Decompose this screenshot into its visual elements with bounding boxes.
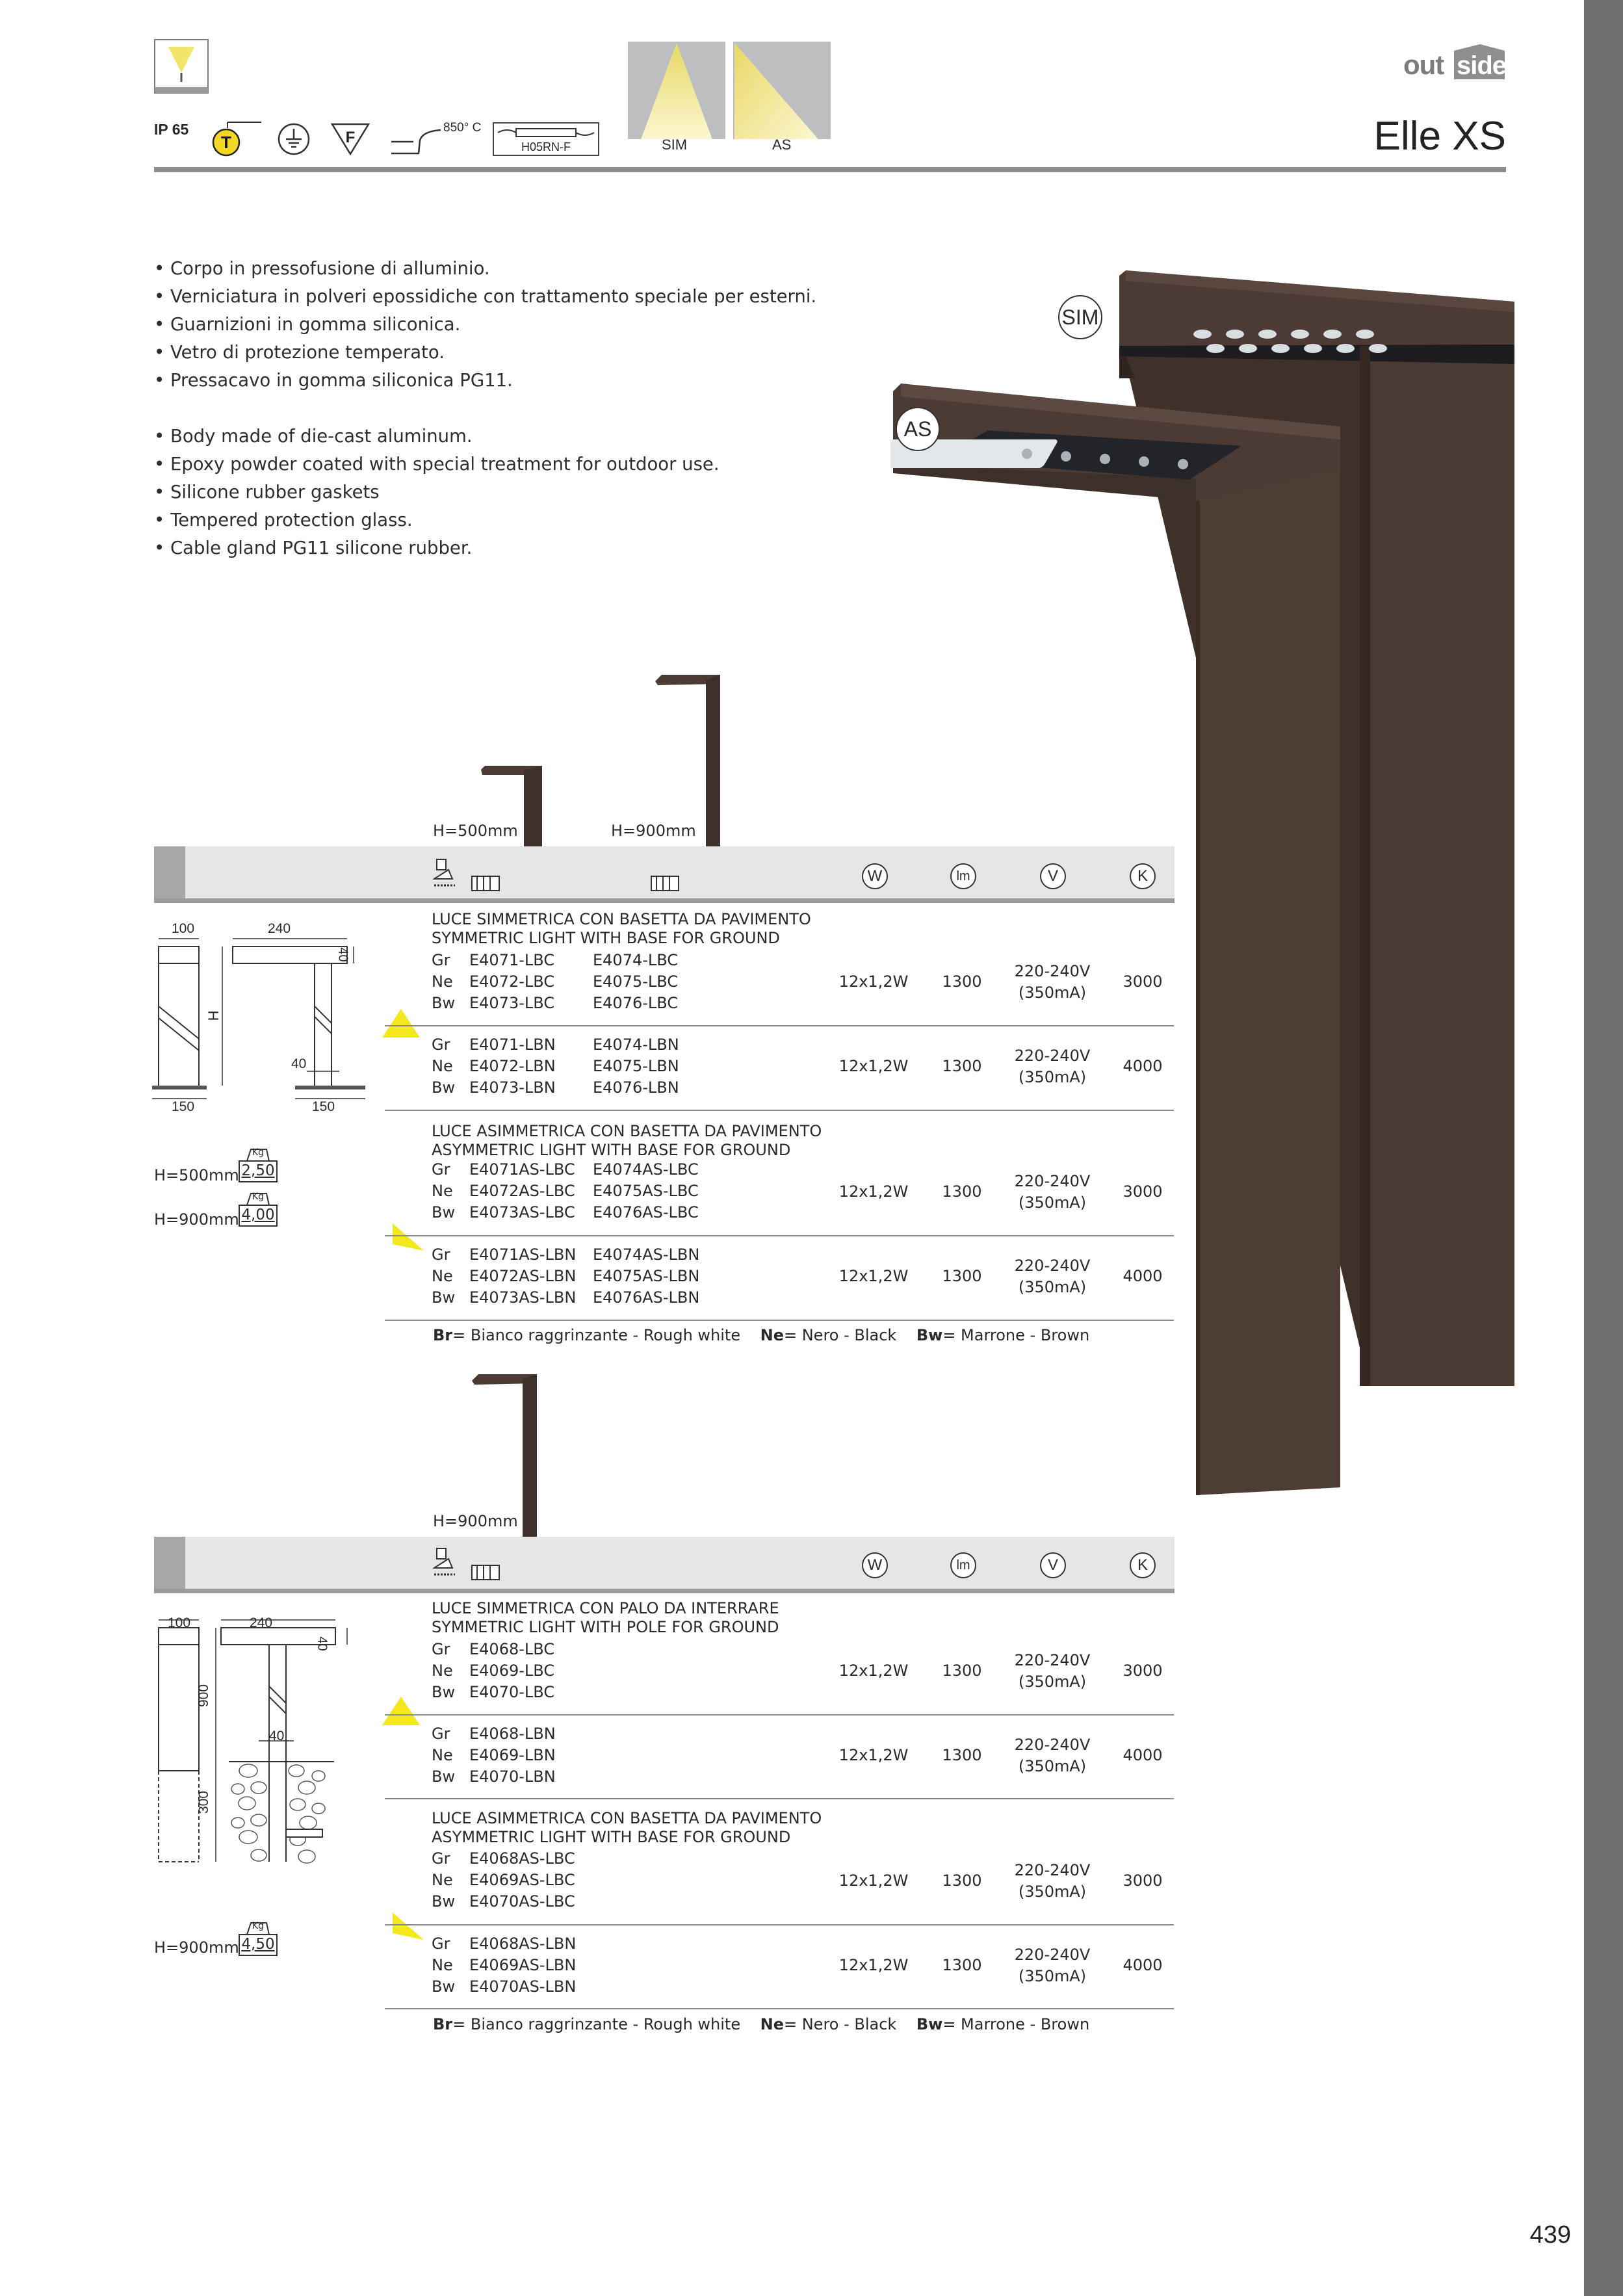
weight-kg-unit-pole: Kg <box>252 1921 265 1931</box>
feature-en-3: • Silicone rubber gaskets <box>154 482 380 502</box>
feature-it-1: • Corpo in pressofusione di alluminio. <box>154 258 490 279</box>
dimension-drawing-1 <box>151 915 385 1119</box>
voltage-value: 220-240V <box>1014 1946 1091 1964</box>
cable-icon <box>493 122 599 156</box>
color-code: Bw <box>432 1977 456 1996</box>
lumen-value: 1300 <box>942 1182 982 1201</box>
article-code: E4071-LBN <box>469 1036 556 1054</box>
feature-list <box>154 255 816 562</box>
current-value: (350mA) <box>1018 1068 1087 1086</box>
legend-br: Br <box>433 1326 453 1344</box>
kelvin-value: 4000 <box>1123 1057 1163 1075</box>
lamp-type-icon <box>154 39 209 94</box>
power-value: 12x1,2W <box>838 1662 909 1680</box>
feature-it-2: • Verniciatura in polveri epossidiche con trattamento speciale per esterni. <box>154 286 817 307</box>
color-code: Ne <box>432 1182 453 1200</box>
weight-label-900: H=900mm <box>154 1210 239 1229</box>
page-number: 439 <box>1529 2221 1571 2249</box>
kelvin-value: 3000 <box>1123 1182 1163 1201</box>
current-value: (350mA) <box>1018 1883 1087 1901</box>
legend-br-text: = Bianco raggrinzante - Rough white <box>452 2015 741 2033</box>
weight-kg-unit-500: Kg <box>252 1147 265 1158</box>
kelvin-icon: K <box>1130 863 1156 889</box>
article-code: E4074AS-LBN <box>593 1246 700 1264</box>
row-divider <box>385 1025 1174 1026</box>
symmetric-beam-indicator-2 <box>381 1695 421 1727</box>
article-code: E4073-LBN <box>469 1078 556 1097</box>
current-value: (350mA) <box>1018 1194 1087 1212</box>
hero-sim-text: SIM <box>1061 306 1099 329</box>
color-code: Ne <box>432 1662 453 1680</box>
group-title-it: LUCE ASIMMETRICA CON BASETTA DA PAVIMENTO <box>432 1122 822 1140</box>
color-code: Ne <box>432 1267 453 1285</box>
weight-badge-pole <box>238 1922 278 1957</box>
symmetric-beam-indicator-1 <box>381 1008 421 1039</box>
group-title-en: SYMMETRIC LIGHT WITH POLE FOR GROUND <box>432 1618 779 1636</box>
color-legend-2 <box>433 2015 1089 2033</box>
beam-as-label: AS <box>772 137 792 153</box>
voltage-value: 220-240V <box>1014 1047 1091 1065</box>
dim-40-side: 40 <box>269 1729 285 1743</box>
voltage-value: 220-240V <box>1014 962 1091 980</box>
color-code: Gr <box>432 1246 450 1264</box>
legend-ne-text: = Nero - Black <box>783 2015 897 2033</box>
feature-en-4: • Tempered protection glass. <box>154 510 413 530</box>
article-code: E4070AS-LBN <box>469 1977 577 1996</box>
row-divider <box>385 1110 1174 1111</box>
hero-label-sim <box>1058 295 1102 339</box>
row-divider <box>385 1714 1174 1715</box>
svg-text:side: side <box>1457 51 1506 80</box>
legend-br: Br <box>433 2015 453 2033</box>
feature-it-5: • Pressacavo in gomma siliconica PG11. <box>154 370 513 391</box>
hero-label-as <box>896 407 940 451</box>
article-code: E4072-LBN <box>469 1057 556 1075</box>
lumen-value: 1300 <box>942 1956 982 1974</box>
group-title-en: ASYMMETRIC LIGHT WITH BASE FOR GROUND <box>432 1141 791 1159</box>
dim-h: H <box>205 1010 222 1021</box>
article-code: E4074AS-LBC <box>593 1160 699 1179</box>
beam-symmetric-icon <box>628 42 725 153</box>
color-code: Bw <box>432 1768 456 1786</box>
color-code: Ne <box>432 1057 453 1075</box>
voltage-value: 220-240V <box>1014 1172 1091 1190</box>
feature-en-5: • Cable gland PG11 silicone rubber. <box>154 538 473 558</box>
lumen-value: 1300 <box>942 1267 982 1285</box>
article-code: E4076-LBN <box>593 1078 679 1097</box>
article-code: E4068AS-LBC <box>469 1849 575 1868</box>
color-code: Ne <box>432 972 453 991</box>
glow-wire-temp: 850° C <box>443 121 482 135</box>
color-code: Gr <box>432 1849 450 1868</box>
voltage-value: 220-240V <box>1014 1736 1091 1754</box>
weight-value-500: 2,50 <box>241 1162 275 1179</box>
brand-logo <box>1402 43 1506 93</box>
voltage-value: 220-240V <box>1014 1861 1091 1879</box>
dim-240: 240 <box>250 1615 273 1630</box>
feature-en-1: • Body made of die-cast aluminum. <box>154 426 473 447</box>
kelvin-value: 3000 <box>1123 1662 1163 1680</box>
voltage-value: 220-240V <box>1014 1257 1091 1275</box>
article-code: E4071-LBC <box>469 951 555 969</box>
article-code: E4068-LBN <box>469 1725 556 1743</box>
kelvin-value: 4000 <box>1123 1267 1163 1285</box>
glow-wire-icon <box>390 121 442 160</box>
product-title: Elle XS <box>1373 114 1506 159</box>
legend-bw-text: = Marrone - Brown <box>942 2015 1090 2033</box>
lumen-value: 1300 <box>942 1872 982 1890</box>
article-code: E4068AS-LBN <box>469 1935 577 1953</box>
article-code: E4072AS-LBN <box>469 1267 577 1285</box>
article-code: E4070AS-LBC <box>469 1892 575 1911</box>
hero-as-text: AS <box>903 417 932 441</box>
svg-text:F: F <box>345 129 356 146</box>
current-value: (350mA) <box>1018 1967 1087 1985</box>
color-legend-1 <box>433 1326 1089 1344</box>
dimension-drawing-2 <box>151 1608 385 1877</box>
color-code: Ne <box>432 1956 453 1974</box>
legend-ne-text: = Nero - Black <box>783 1326 897 1344</box>
legend-ne: Ne <box>760 2015 784 2033</box>
lumen-value: 1300 <box>942 972 982 991</box>
color-code: Bw <box>432 1683 456 1701</box>
voltage-value: 220-240V <box>1014 1651 1091 1669</box>
power-value: 12x1,2W <box>838 1057 909 1075</box>
feature-en-2: • Epoxy powder coated with special treatment for outdoor use. <box>154 454 720 475</box>
current-value: (350mA) <box>1018 1278 1087 1296</box>
side-bar <box>1584 0 1623 2296</box>
group-title-it: LUCE SIMMETRICA CON BASETTA DA PAVIMENTO <box>432 910 811 928</box>
table-header-stripe <box>154 1537 185 1589</box>
group-title-en: ASYMMETRIC LIGHT WITH BASE FOR GROUND <box>432 1828 791 1846</box>
color-code: Ne <box>432 1746 453 1764</box>
dim-150-left: 150 <box>172 1099 195 1114</box>
current-value: (350mA) <box>1018 1673 1087 1691</box>
article-code: E4072-LBC <box>469 972 555 991</box>
article-code: E4074-LBN <box>593 1036 679 1054</box>
kelvin-value: 3000 <box>1123 972 1163 991</box>
color-code: Bw <box>432 1288 456 1307</box>
h500-label: H=500mm <box>433 822 518 840</box>
article-code: E4073AS-LBC <box>469 1203 575 1221</box>
asymmetric-beam-indicator-1 <box>391 1222 425 1252</box>
article-code: E4074-LBC <box>593 951 679 969</box>
lumen-value: 1300 <box>942 1057 982 1075</box>
h900-label: H=900mm <box>611 822 696 840</box>
feature-it-4: • Vetro di protezione temperato. <box>154 342 445 363</box>
article-code: E4069AS-LBC <box>469 1871 575 1889</box>
article-code: E4070-LBC <box>469 1683 555 1701</box>
group-title-it: LUCE SIMMETRICA CON PALO DA INTERRARE <box>432 1599 779 1617</box>
dim-40-side: 40 <box>291 1056 307 1071</box>
weight-value-pole: 4,50 <box>241 1936 275 1953</box>
svg-text:out: out <box>1403 49 1444 80</box>
beam-sim-label: SIM <box>662 137 688 153</box>
power-value: 12x1,2W <box>838 1746 909 1764</box>
color-code: Gr <box>432 1725 450 1743</box>
article-code: E4069-LBN <box>469 1746 556 1764</box>
article-code: E4068-LBC <box>469 1640 555 1658</box>
volt-icon: V <box>1040 863 1066 889</box>
legend-br-text: = Bianco raggrinzante - Rough white <box>452 1326 741 1344</box>
table-header-stripe <box>154 846 185 898</box>
legend-bw: Bw <box>916 1326 943 1344</box>
kelvin-value: 4000 <box>1123 1746 1163 1764</box>
dim-240: 240 <box>268 921 291 936</box>
lumen-icon: lm <box>950 1552 976 1578</box>
watt-icon: W <box>862 1552 888 1578</box>
lumen-icon: lm <box>950 863 976 889</box>
color-code: Gr <box>432 1160 450 1179</box>
article-code: E4076AS-LBN <box>593 1288 700 1307</box>
weight-value-900: 4,00 <box>241 1207 275 1223</box>
svg-text:T: T <box>221 133 231 152</box>
dim-900: 900 <box>196 1684 212 1708</box>
article-code: E4070-LBN <box>469 1768 556 1786</box>
install-icons-1 <box>433 857 725 896</box>
color-code: Bw <box>432 1078 456 1097</box>
feature-it-3: • Guarnizioni in gomma siliconica. <box>154 314 461 335</box>
current-value: (350mA) <box>1018 984 1087 1002</box>
article-code: E4073-LBC <box>469 994 555 1012</box>
current-value: (350mA) <box>1018 1757 1087 1775</box>
article-code: E4069AS-LBN <box>469 1956 577 1974</box>
watt-icon: W <box>862 863 888 889</box>
dim-300: 300 <box>196 1790 212 1814</box>
earth-ground-icon <box>277 122 311 159</box>
article-code: E4075-LBN <box>593 1057 679 1075</box>
article-code: E4073AS-LBN <box>469 1288 577 1307</box>
row-divider <box>385 1798 1174 1799</box>
article-code: E4075AS-LBC <box>593 1182 699 1200</box>
kelvin-value: 3000 <box>1123 1872 1163 1890</box>
dim-40-top: 40 <box>335 947 350 962</box>
dim-100: 100 <box>168 1615 191 1630</box>
f-mark-icon <box>330 122 370 159</box>
power-value: 12x1,2W <box>838 972 909 991</box>
weight-badge-900 <box>238 1192 278 1227</box>
article-code: E4076-LBC <box>593 994 679 1012</box>
row-divider <box>385 1235 1174 1236</box>
power-value: 12x1,2W <box>838 1182 909 1201</box>
ip-rating: IP 65 <box>154 121 189 138</box>
weight-badge-500 <box>238 1148 278 1183</box>
table-header-2 <box>154 1537 1175 1593</box>
dim-100: 100 <box>172 921 195 936</box>
weight-label-pole: H=900mm <box>154 1938 239 1957</box>
power-value: 12x1,2W <box>838 1267 909 1285</box>
lumen-value: 1300 <box>942 1662 982 1680</box>
power-value: 12x1,2W <box>838 1872 909 1890</box>
header-rule <box>154 167 1506 172</box>
lumen-value: 1300 <box>942 1746 982 1764</box>
kelvin-icon: K <box>1130 1552 1156 1578</box>
legend-ne: Ne <box>760 1326 784 1344</box>
article-code: E4076AS-LBC <box>593 1203 699 1221</box>
weight-kg-unit-900: Kg <box>252 1192 265 1202</box>
article-code: E4075AS-LBN <box>593 1267 700 1285</box>
color-code: Ne <box>432 1871 453 1889</box>
row-divider <box>385 2008 1174 2009</box>
row-divider <box>385 1320 1174 1321</box>
power-value: 12x1,2W <box>838 1956 909 1974</box>
article-code: E4072AS-LBC <box>469 1182 575 1200</box>
kelvin-value: 4000 <box>1123 1956 1163 1974</box>
article-code: E4071AS-LBC <box>469 1160 575 1179</box>
row-divider <box>385 1924 1174 1925</box>
beam-asymmetric-icon <box>733 42 831 153</box>
cable-label: H05RN-F <box>521 140 571 153</box>
color-code: Gr <box>432 1640 450 1658</box>
dim-150-right: 150 <box>312 1099 335 1114</box>
volt-icon: V <box>1040 1552 1066 1578</box>
dim-40-top: 40 <box>315 1636 330 1651</box>
legend-bw: Bw <box>916 2015 943 2033</box>
color-code: Gr <box>432 951 450 969</box>
article-code: E4071AS-LBN <box>469 1246 577 1264</box>
article-code: E4069-LBC <box>469 1662 555 1680</box>
legend-bw-text: = Marrone - Brown <box>942 1326 1090 1344</box>
color-code: Gr <box>432 1036 450 1054</box>
install-icons-2 <box>433 1546 511 1585</box>
color-code: Bw <box>432 994 456 1012</box>
color-code: Gr <box>432 1935 450 1953</box>
temperature-t-icon <box>209 120 264 162</box>
article-code: E4075-LBC <box>593 972 679 991</box>
group-title-en: SYMMETRIC LIGHT WITH BASE FOR GROUND <box>432 929 780 947</box>
asymmetric-beam-indicator-2 <box>391 1911 425 1941</box>
weight-label-500: H=500mm <box>154 1166 239 1184</box>
group-title-it: LUCE ASIMMETRICA CON BASETTA DA PAVIMENTO <box>432 1809 822 1827</box>
color-code: Bw <box>432 1892 456 1911</box>
pole-h900-label: H=900mm <box>433 1512 518 1530</box>
color-code: Bw <box>432 1203 456 1221</box>
